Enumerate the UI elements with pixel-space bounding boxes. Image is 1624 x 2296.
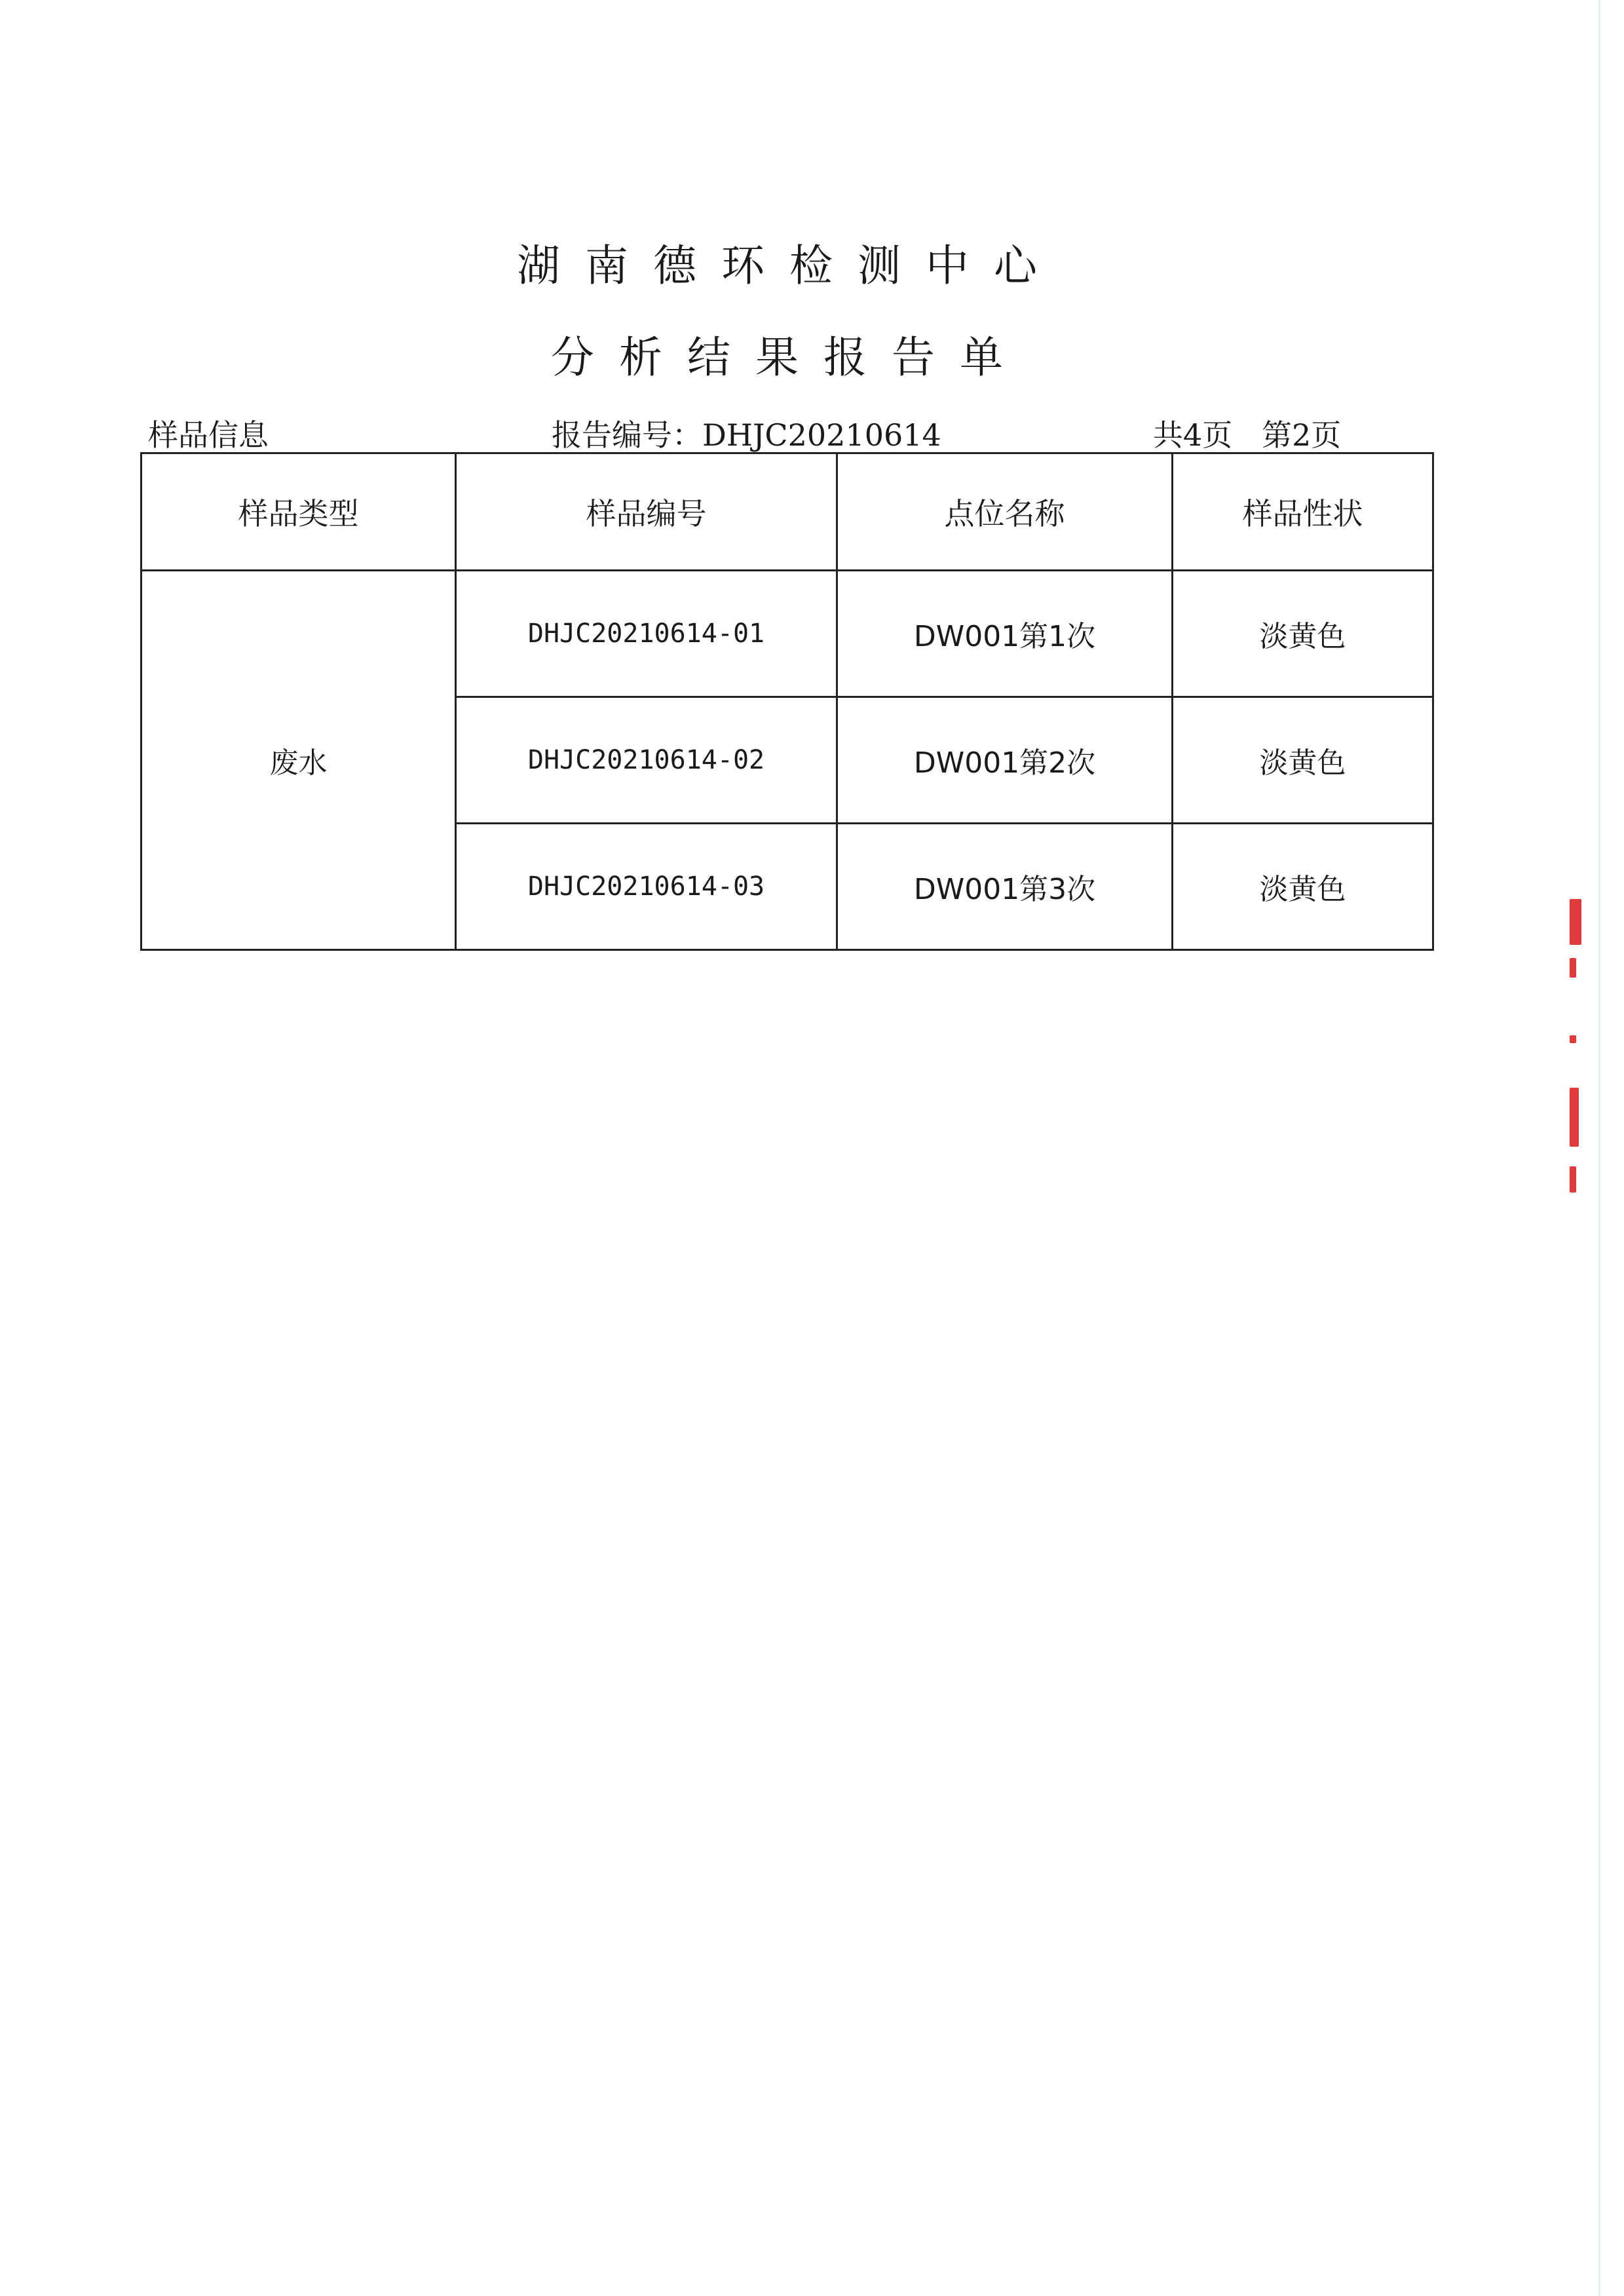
table-header-row (142, 453, 1433, 571)
page-count: 共4页 (1153, 417, 1233, 453)
location-cell: DW001第2次 (837, 697, 1173, 824)
seal-fragment (1570, 1088, 1579, 1147)
organization-title: 湖南德环检测中心 (517, 240, 1062, 291)
appearance-cell: 淡黄色 (1173, 697, 1433, 824)
appearance-cell: 淡黄色 (1173, 571, 1433, 697)
appearance-cell: 淡黄色 (1173, 824, 1433, 950)
sample-number-cell: DHJC20210614-01 (456, 571, 837, 697)
location-cell: DW001第3次 (837, 824, 1173, 950)
sample-table (140, 452, 1434, 951)
scan-edge-line (1598, 0, 1600, 2296)
sample-number-cell: DHJC20210614-03 (456, 824, 837, 950)
page-current: 第2页 (1262, 417, 1342, 453)
header-sample-number: 样品编号 (456, 453, 837, 571)
header-sample-appearance: 样品性状 (1173, 453, 1433, 571)
table-row (142, 571, 1433, 697)
seal-fragment (1570, 1166, 1576, 1193)
seal-fragment (1570, 958, 1576, 978)
seal-fragment (1570, 1035, 1576, 1043)
sample-number-cell: DHJC20210614-02 (456, 697, 837, 824)
location-cell: DW001第1次 (837, 571, 1173, 697)
report-number: 报告编号：DHJC20210614 (552, 417, 941, 453)
seal-fragment (1570, 899, 1581, 945)
report-title: 分析结果报告单 (551, 332, 1028, 383)
header-sample-type: 样品类型 (142, 453, 456, 571)
sample-info-label: 样品信息 (148, 417, 269, 453)
report-info-row (148, 411, 1432, 451)
header-location-name: 点位名称 (837, 453, 1173, 571)
sample-type-cell: 废水 (142, 571, 456, 950)
